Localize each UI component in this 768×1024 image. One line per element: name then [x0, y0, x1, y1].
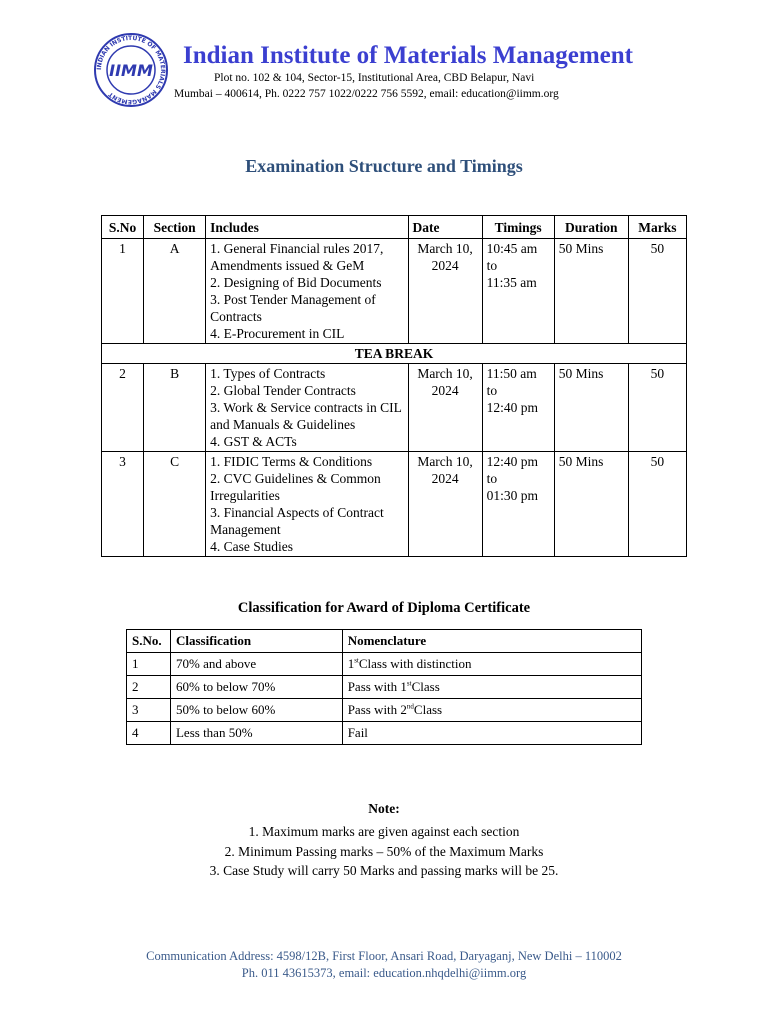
table-header-row: [102, 216, 687, 239]
timing-line: to: [486, 258, 498, 273]
exam-structure-heading: Examination Structure and Timings: [245, 156, 523, 176]
sno-cell: 4: [127, 722, 171, 745]
table-row: [102, 364, 687, 452]
timings-cell: [482, 452, 554, 557]
timing-line: to: [486, 471, 498, 486]
table-row: [127, 653, 642, 676]
marks-cell: 50: [628, 452, 686, 557]
column-header: Date: [408, 216, 482, 239]
nomenclature-text: Class with distinction: [358, 656, 472, 671]
table-row: [102, 452, 687, 557]
ordinal-suffix: st: [354, 656, 359, 665]
table-row: [127, 676, 642, 699]
exam-structure-table: [101, 215, 687, 557]
list-item: 4. GST & ACTs: [210, 434, 297, 449]
list-item: 3. Financial Aspects of Contract Management: [210, 505, 384, 537]
table-row: [127, 722, 642, 745]
list-item: 4. E-Procurement in CIL: [210, 326, 345, 341]
list-item: 1. Types of Contracts: [210, 366, 326, 381]
column-header: S.No.: [127, 630, 171, 653]
note-heading: Note:: [368, 801, 400, 816]
date-line: March 10,: [417, 366, 473, 381]
footer-contact: Ph. 011 43615373, email: education.nhqdelhi@iimm.org: [241, 966, 527, 980]
ordinal-suffix: st: [406, 679, 412, 688]
nomenclature-text: 1: [347, 656, 355, 671]
classification-table: [126, 629, 642, 745]
marks-cell: 50: [628, 239, 686, 344]
classification-heading: Classification for Award of Diploma Certificate: [237, 600, 531, 616]
duration-cell: 50 Mins: [554, 239, 628, 344]
classification-cell: Less than 50%: [170, 722, 342, 745]
svg-text:INDIAN INSTITUTE OF MATERIALS: INDIAN INSTITUTE OF MATERIALS MANAGEMENT: [95, 34, 167, 106]
classification-cell: 50% to below 60%: [170, 699, 342, 722]
section-cell: C: [144, 452, 206, 557]
note-item: 1. Maximum marks are given against each section: [248, 824, 520, 839]
timing-line: 11:35 am: [486, 275, 537, 290]
sno-cell: 3: [102, 452, 144, 557]
nomenclature-text: Class: [413, 702, 443, 717]
list-item: 2. Global Tender Contracts: [210, 383, 356, 398]
column-header: S.No: [102, 216, 144, 239]
column-header: Section: [144, 216, 206, 239]
svg-text:IIMM: IIMM: [109, 61, 153, 80]
list-item: 2. Designing of Bid Documents: [210, 275, 382, 290]
column-header: Classification: [170, 630, 342, 653]
date-cell: [408, 364, 482, 452]
list-item: 1. FIDIC Terms & Conditions: [210, 454, 373, 469]
includes-cell: [206, 364, 408, 452]
list-item: 3. Post Tender Management of Contracts: [210, 292, 376, 324]
nomenclature-cell: [342, 722, 641, 745]
timings-cell: [482, 364, 554, 452]
timing-line: to: [486, 383, 498, 398]
table-row: [127, 699, 642, 722]
date-line: 2024: [431, 258, 459, 273]
classification-cell: 70% and above: [170, 653, 342, 676]
column-header: Duration: [554, 216, 628, 239]
timing-line: 11:50 am: [486, 366, 537, 381]
note-list: [0, 822, 768, 881]
sno-cell: 2: [127, 676, 171, 699]
column-header: Nomenclature: [342, 630, 641, 653]
iimm-logo: [93, 32, 169, 108]
table-row: [102, 239, 687, 344]
nomenclature-text: Pass with 2: [347, 702, 407, 717]
address-line-1: Plot no. 102 & 104, Sector-15, Institutional Area, CBD Belapur, Navi: [214, 72, 535, 84]
includes-cell: [206, 239, 408, 344]
nomenclature-text: Pass with 1: [347, 679, 407, 694]
list-item: 3. Work & Service contracts in CIL and Manuals & Guidelines: [210, 400, 402, 432]
date-line: March 10,: [417, 241, 473, 256]
date-line: 2024: [431, 383, 459, 398]
organization-title: Indian Institute of Materials Management: [183, 42, 633, 69]
sno-cell: 3: [127, 699, 171, 722]
date-cell: [408, 239, 482, 344]
nomenclature-cell: [342, 676, 641, 699]
note-item: 2. Minimum Passing marks – 50% of the Maximum Marks: [224, 843, 544, 859]
classification-cell: 60% to below 70%: [170, 676, 342, 699]
ordinal-suffix: nd: [406, 702, 414, 711]
section-cell: A: [144, 239, 206, 344]
sno-cell: 1: [127, 653, 171, 676]
timing-line: 12:40 pm: [486, 400, 539, 415]
timing-line: 10:45 am: [486, 241, 538, 256]
address-line-2: Mumbai – 400614, Ph. 0222 757 1022/0222 756 5592, email: education@iimm.org: [174, 88, 559, 100]
duration-cell: 50 Mins: [554, 364, 628, 452]
includes-cell: [206, 452, 408, 557]
date-line: 2024: [431, 471, 459, 486]
timing-line: 12:40 pm: [486, 454, 539, 469]
date-cell: [408, 452, 482, 557]
marks-cell: 50: [628, 364, 686, 452]
section-cell: B: [144, 364, 206, 452]
duration-cell: 50 Mins: [554, 452, 628, 557]
sno-cell: 2: [102, 364, 144, 452]
column-header: Timings: [482, 216, 554, 239]
nomenclature-text: Class: [411, 679, 440, 694]
table-header-row: [127, 630, 642, 653]
sno-cell: 1: [102, 239, 144, 344]
nomenclature-cell: [342, 653, 641, 676]
timings-cell: [482, 239, 554, 344]
column-header: Includes: [206, 216, 408, 239]
list-item: 2. CVC Guidelines & Common Irregularities: [210, 471, 381, 503]
list-item: 4. Case Studies: [210, 539, 294, 554]
list-item: 1. General Financial rules 2017, Amendments issued & GeM: [210, 241, 384, 273]
column-header: Marks: [628, 216, 686, 239]
date-line: March 10,: [417, 454, 473, 469]
communication-address: Communication Address: 4598/12B, First Floor, Ansari Road, Daryaganj, New Delhi – 110002: [146, 949, 622, 963]
nomenclature-cell: [342, 699, 641, 722]
tea-break-label: TEA BREAK: [102, 344, 687, 364]
note-item: 3. Case Study will carry 50 Marks and passing marks will be 25.: [209, 863, 559, 878]
timing-line: 01:30 pm: [486, 488, 539, 503]
tea-break-row: [102, 344, 687, 364]
nomenclature-text: Fail: [347, 725, 368, 740]
